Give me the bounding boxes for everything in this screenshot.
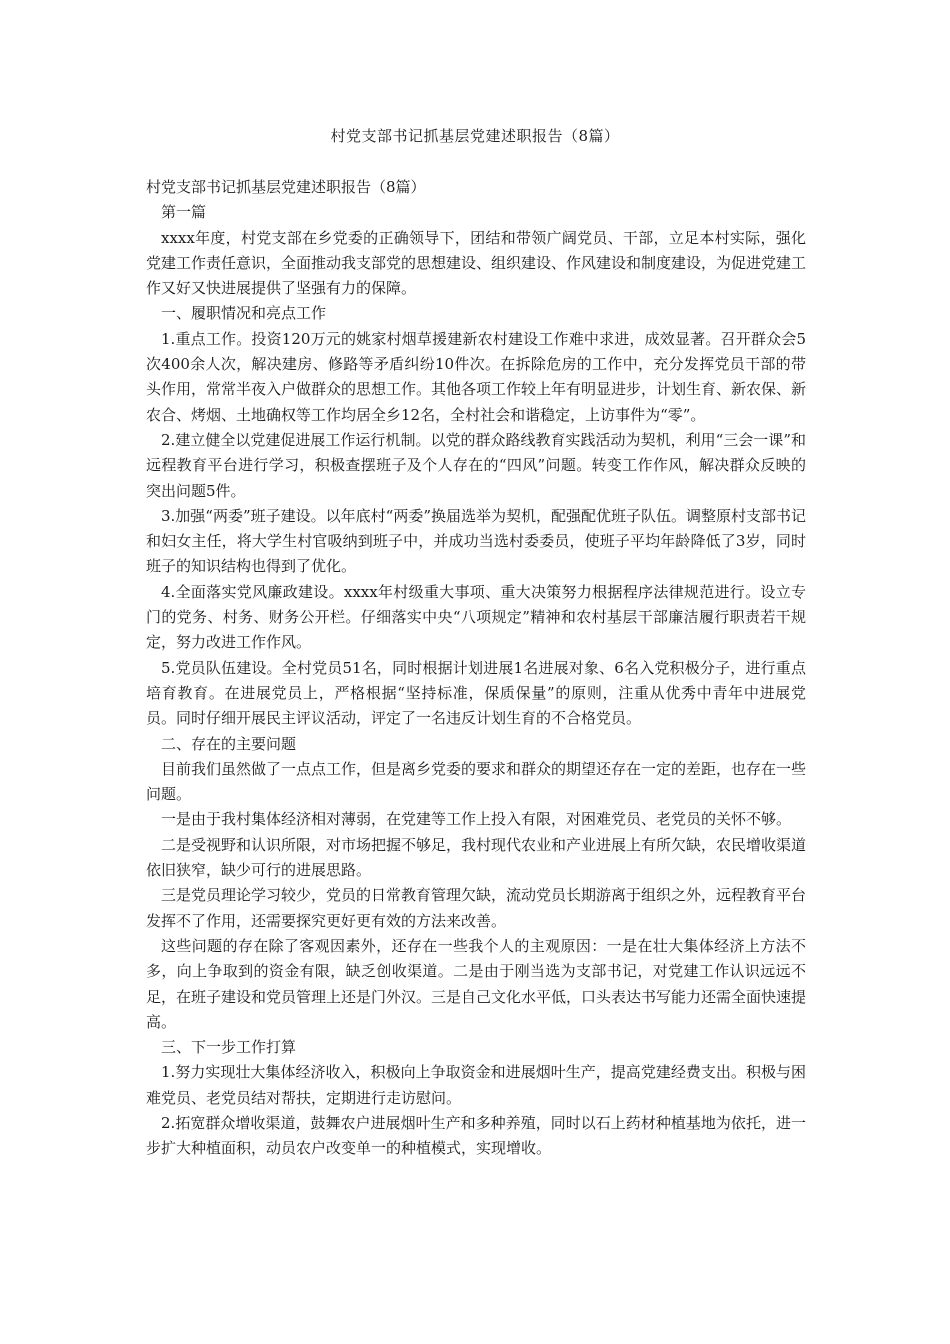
report-heading: 村党支部书记抓基层党建述职报告（8篇） [146, 178, 426, 196]
paragraph: 目前我们虽然做了一点点工作，但是离乡党委的要求和群众的期望还存在一定的差距，也存在一些问题。 [146, 759, 807, 804]
section-heading: 三、下一步工作打算 [161, 1038, 297, 1057]
paragraph: 一是由于我村集体经济相对薄弱，在党建等工作上投入有限，对困难党员、老党员的关怀不够。 [161, 810, 792, 829]
paragraph: 1.重点工作。投资120万元的姚家村烟草援建新农村建设工作难中求进，成效显著。召开群众会5次400余人次，解决建房、修路等矛盾纠纷10件次。在拆除危房的工作中，充分发挥党员干部的带头作用，常常半夜入户做群众的思想工作。其他各项工作较上年有明显进步，计划生育、新农保、新农合、烤烟、土地确权等工作均居全乡12名，全村社会和谐稳定，上访事件为“零”。 [146, 329, 807, 424]
paragraph: 这些问题的存在除了客观因素外，还存在一些我个人的主观原因：一是在壮大集体经济上方法不多，向上争取到的资金有限，缺乏创收渠道。二是由于刚当选为支部书记，对党建工作认识远远不足，在班子建设和党员管理上还是门外汉。三是自己文化水平低，口头表达书写能力还需全面快速提高。 [146, 936, 807, 1031]
paragraph: 5.党员队伍建设。全村党员51名，同时根据计划进展1名进展对象、6名入党积极分子，进行重点培育教育。在进展党员上，严格根据“坚持标准，保质保量”的原则，注重从优秀中青年中进展党员。同时仔细开展民主评议活动，评定了一名违反计划生育的不合格党员。 [146, 658, 806, 728]
section-heading: 二、存在的主要问题 [161, 734, 297, 753]
part-heading: 第一篇 [161, 203, 207, 222]
paragraph: 三是党员理论学习较少，党员的日常教育管理欠缺，流动党员长期游离于组织之外，远程教育平台发挥不了作用，还需要探究更好更有效的方法来改善。 [146, 886, 807, 930]
paragraph: 2.建立健全以党建促进展工作运行机制。以党的群众路线教育实践活动为契机，利用“三会一课”和远程教育平台进行学习，积极查摆班子及个人存在的“四风”问题。转变工作作风，解决群众反映的突出问题5件。 [146, 430, 806, 500]
paragraph: 二是受视野和认识所限，对市场把握不够足，我村现代农业和产业进展上有所欠缺，农民增收渠道依旧狭窄，缺少可行的进展思路。 [146, 835, 807, 880]
document-title: 村党支部书记抓基层党建述职报告（8篇） [330, 127, 620, 145]
paragraph: xxxx年度，村党支部在乡党委的正确领导下，团结和带领广阔党员、干部，立足本村实际，强化党建工作责任意识，全面推动我支部党的思想建设、组织建设、作风建设和制度建设，为促进党建工作又好又快进展提供了坚强有力的保障。 [146, 228, 807, 298]
paragraph: 4.全面落实党风廉政建设。xxxx年村级重大事项、重大决策努力根据程序法律规范进行。设立专门的党务、村务、财务公开栏。仔细落实中央“八项规定”精神和农村基层干部廉洁履行职责若干规定，努力改进工作作风。 [146, 582, 806, 652]
section-heading: 一、履职情况和亮点工作 [161, 304, 327, 323]
paragraph: 1.努力实现壮大集体经济收入，积极向上争取资金和进展烟叶生产，提高党建经费支出。积极与困难党员、老党员结对帮扶，定期进行走访慰问。 [146, 1063, 806, 1107]
document-body [146, 175, 806, 1162]
paragraph: 3.加强“两委”班子建设。以年底村“两委”换届选举为契机，配强配优班子队伍。调整原村支部书记和妇女主任，将大学生村官吸纳到班子中，并成功当选村委委员，使班子平均年龄降低了3岁，同时班子的知识结构也得到了优化。 [146, 506, 806, 576]
paragraph: 2.拓宽群众增收渠道，鼓舞农户进展烟叶生产和多种养殖，同时以石上药材种植基地为依托，进一步扩大种植面积，动员农户改变单一的种植模式，实现增收。 [146, 1113, 806, 1158]
